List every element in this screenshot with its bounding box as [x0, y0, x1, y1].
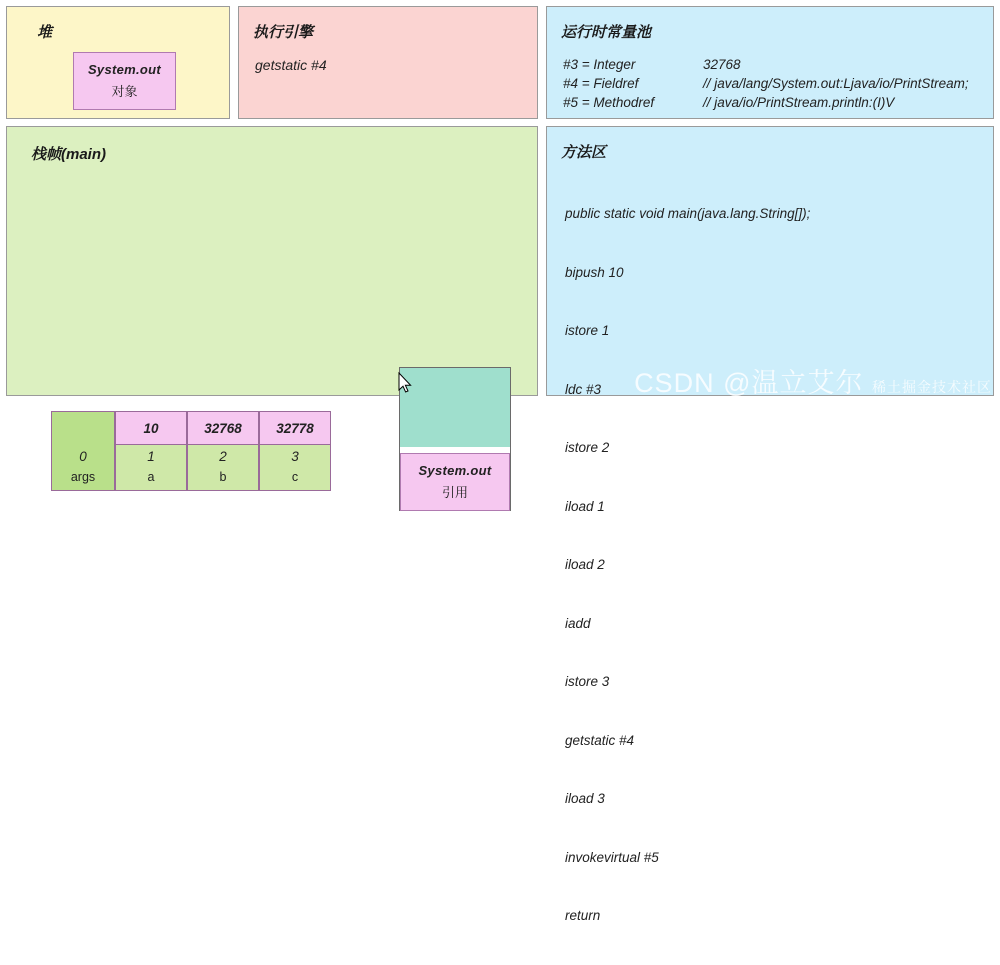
operand-stack-systemout-ref	[400, 453, 510, 511]
local-var-value: 32768	[188, 412, 258, 445]
heap-systemout-label: System.out	[87, 62, 162, 77]
local-var-name: a	[116, 468, 186, 490]
bytecode-line: getstatic #4	[565, 732, 635, 748]
local-var-index: 0	[52, 445, 114, 468]
bytecode-line: invokevirtual #5	[565, 849, 659, 865]
bytecode-line: iload 1	[565, 498, 605, 514]
bytecode-line: ldc #3	[565, 381, 602, 397]
constant-pool-row	[563, 74, 969, 93]
local-var-index: 2	[188, 445, 258, 468]
local-var-slot	[259, 411, 331, 491]
bytecode-line: iload 3	[565, 791, 605, 806]
constant-pool-key: #4 = Fieldref	[563, 76, 639, 91]
bytecode-line: public static void main(java.lang.String[]);	[565, 206, 811, 221]
constant-pool-title: 运行时常量池	[561, 24, 652, 41]
constant-pool-value: // java/lang/System.out:Ljava/io/PrintStream;	[703, 76, 969, 91]
local-var-value	[52, 412, 114, 445]
watermark-sub: 稀土掘金技术社区	[872, 379, 992, 395]
operand-stack-fill	[400, 367, 510, 447]
local-var-slot	[187, 411, 259, 491]
bytecode-line: istore 2	[565, 440, 610, 455]
constant-pool-panel	[546, 6, 994, 119]
local-var-name: c	[260, 468, 330, 490]
execution-engine-panel	[238, 6, 538, 119]
heap-title: 堆	[37, 24, 53, 41]
local-var-slot	[115, 411, 187, 491]
watermark-main: CSDN @温立艾尔	[634, 368, 864, 398]
bytecode-listing	[565, 165, 810, 965]
constant-pool-value: // java/io/PrintStream.println:(I)V	[703, 95, 895, 110]
bytecode-line: istore 1	[565, 323, 610, 338]
local-var-name: args	[52, 468, 114, 490]
bytecode-line: bipush 10	[565, 264, 624, 280]
heap-object-label: 对象	[111, 84, 138, 99]
stack-frame-title: 栈帧(main)	[31, 146, 107, 163]
local-var-value: 32778	[260, 412, 330, 445]
current-instruction: getstatic #4	[255, 57, 327, 73]
bytecode-line: iload 2	[565, 557, 605, 572]
local-var-name: b	[188, 468, 258, 490]
method-area-panel	[546, 126, 994, 923]
operand-stack	[399, 367, 511, 511]
bytecode-line: return	[565, 908, 601, 923]
constant-pool-row	[563, 93, 969, 112]
stack-frame-panel	[6, 126, 538, 500]
local-var-slot	[51, 411, 115, 491]
constant-pool-row	[563, 55, 969, 74]
heap-systemout-object	[73, 52, 176, 110]
local-var-value: 10	[116, 412, 186, 445]
watermark	[634, 361, 992, 400]
operand-reference-label: 引用	[441, 485, 468, 500]
method-area-title: 方法区	[561, 144, 607, 161]
bytecode-line: iadd	[565, 615, 591, 631]
execution-engine-title: 执行引擎	[253, 24, 314, 41]
heap-panel	[6, 6, 230, 119]
constant-pool-value: 32768	[703, 57, 741, 72]
constant-pool-key: #5 = Methodref	[563, 95, 655, 110]
local-var-index: 3	[260, 445, 330, 468]
constant-pool-entries	[563, 55, 969, 112]
local-var-index: 1	[116, 445, 186, 468]
operand-systemout-label: System.out	[418, 463, 492, 478]
bytecode-line: istore 3	[565, 674, 610, 689]
constant-pool-key: #3 = Integer	[563, 57, 636, 72]
local-variable-table	[51, 411, 331, 491]
